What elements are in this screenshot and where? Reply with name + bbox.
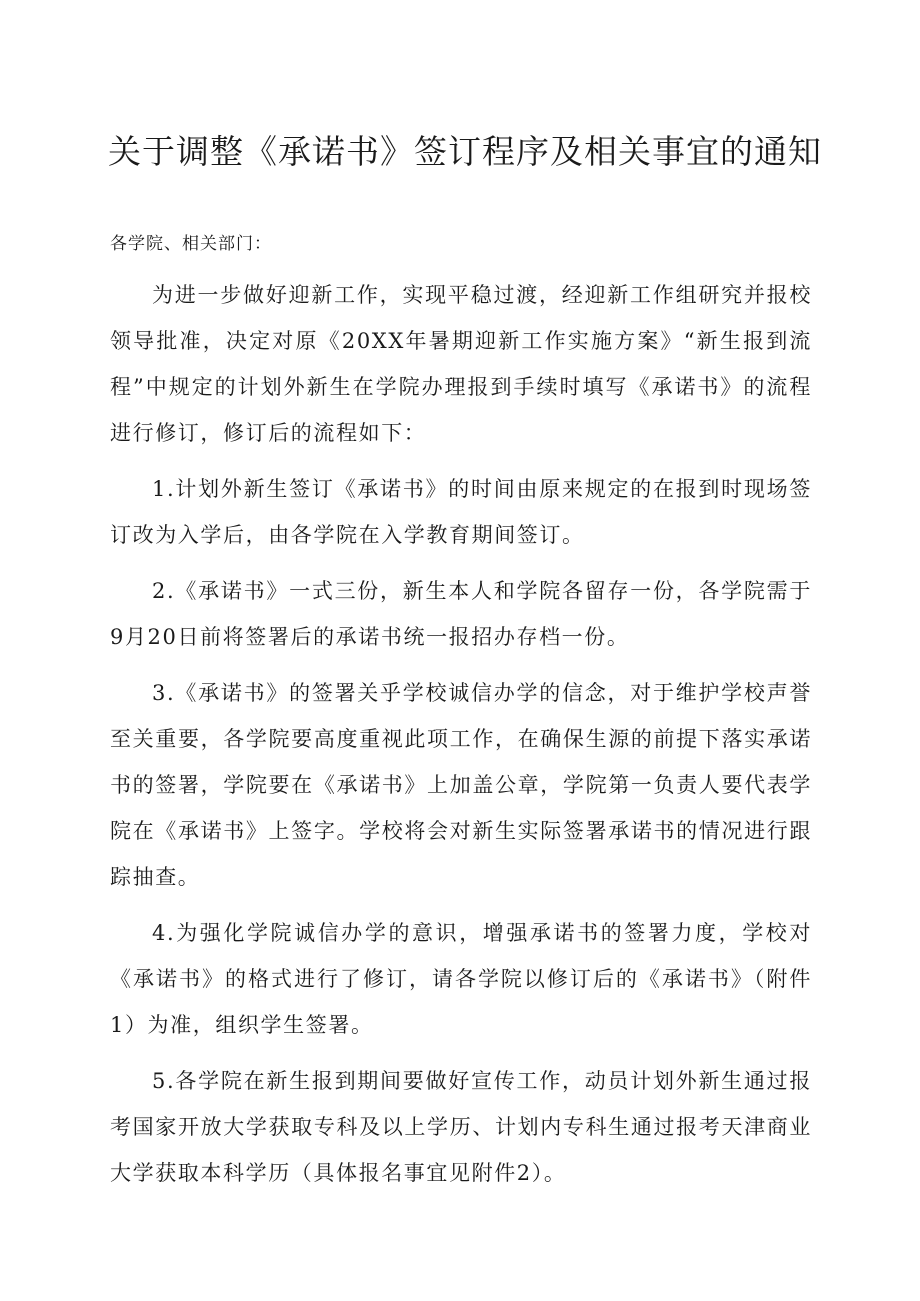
salutation: 各学院、相关部门：: [110, 234, 272, 254]
paragraph-item-1: 1.计划外新生签订《承诺书》的时间由原来规定的在报到时现场签订改为入学后，由各学院在入学教育期间签订。: [110, 477, 812, 547]
paragraph-item-3: 3.《承诺书》的签署关乎学校诚信办学的信念，对于维护学校声誉至关重要，各学院要高度重视此项工作，在确保生源的前提下落实承诺书的签署，学院要在《承诺书》上加盖公章，学院第一负责人要代表学院在《承诺书》上签字。学校将会对新生实际签署承诺书的情况进行跟踪抽查。: [110, 681, 812, 889]
paragraph-intro: 为进一步做好迎新工作，实现平稳过渡，经迎新工作组研究并报校领导批准，决定对原《20XX年暑期迎新工作实施方案》“新生报到流程”中规定的计划外新生在学院办理报到手续时填写《承诺书》的流程进行修订，修订后的流程如下：: [110, 283, 812, 445]
paragraph-item-5: 5.各学院在新生报到期间要做好宣传工作，动员计划外新生通过报考国家开放大学获取专科及以上学历、计划内专科生通过报考天津商业大学获取本科学历（具体报名事宜见附件2）。: [110, 1069, 812, 1185]
document-title: 关于调整《承诺书》签订程序及相关事宜的通知: [108, 132, 822, 171]
document-body: [110, 272, 812, 1206]
paragraph-item-2: 2.《承诺书》一式三份，新生本人和学院各留存一份，各学院需于9月20日前将签署后的承诺书统一报招办存档一份。: [110, 579, 812, 649]
paragraph-item-4: 4.为强化学院诚信办学的意识，增强承诺书的签署力度，学校对《承诺书》的格式进行了修订，请各学院以修订后的《承诺书》（附件1）为准，组织学生签署。: [110, 921, 812, 1037]
